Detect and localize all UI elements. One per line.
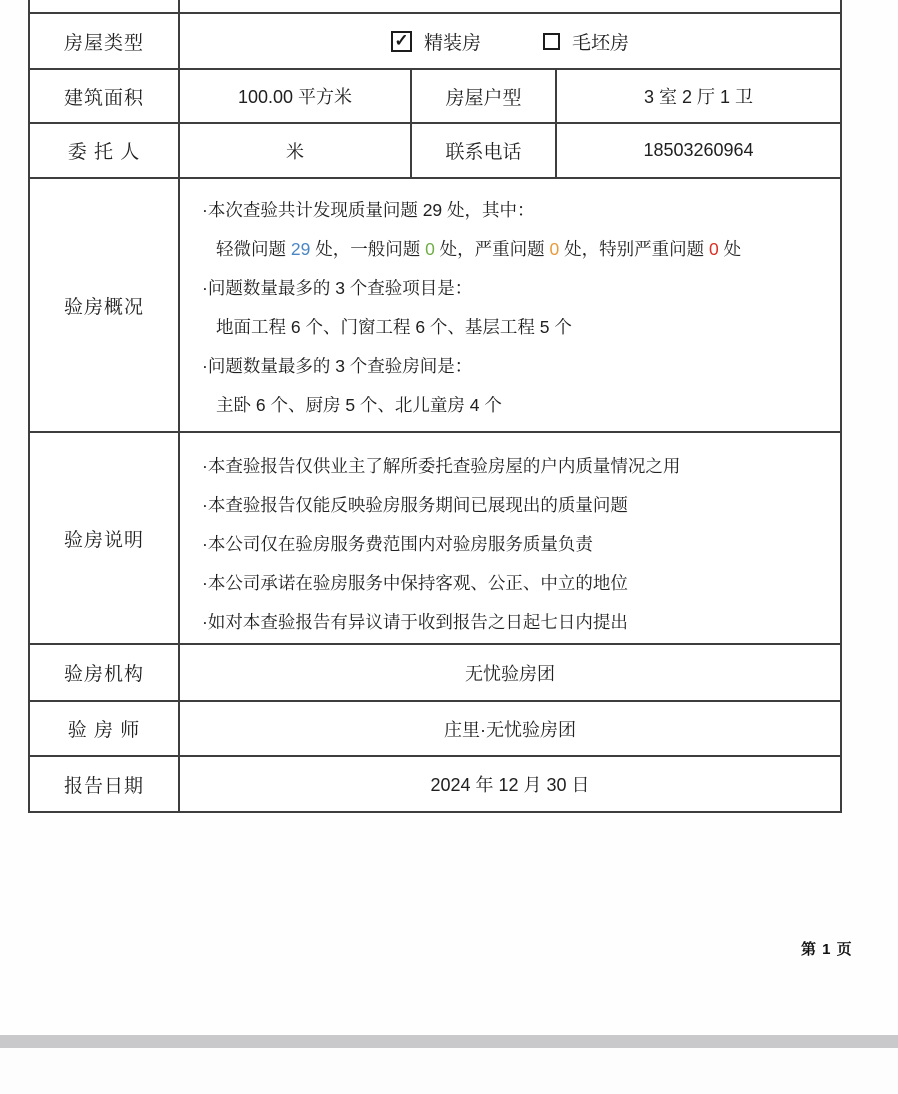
overview-content (180, 179, 840, 431)
page-margin-area (0, 1048, 898, 1094)
unchecked-checkbox-icon (543, 33, 560, 50)
agency-value: 无忧验房团 (465, 663, 555, 684)
notes-line: ·本查验报告仅供业主了解所委托查验房屋的户内质量情况之用 (202, 456, 681, 476)
issue-count-value: 0 (709, 239, 719, 259)
table-row-partial-top (30, 0, 840, 12)
option-fine-decorated-label: 精装房 (423, 32, 481, 54)
text-segment: 主卧 6 个、厨房 5 个、北儿童房 4 个 (216, 395, 502, 415)
checked-checkbox-icon (391, 31, 412, 52)
notes-line: ·本公司仅在验房服务费范围内对验房服务质量负责 (202, 534, 593, 554)
issue-count-value: 29 (290, 239, 311, 259)
overview-line (202, 347, 830, 386)
text-segment: 处，严重问题 (434, 239, 550, 259)
overview-line (202, 191, 830, 230)
unit-layout-label: 房屋户型 (412, 70, 557, 122)
inspector-value: 庄里·无忧验房团 (444, 719, 576, 740)
issue-count-value: 0 (425, 239, 435, 259)
partial-row-label-cell (30, 0, 180, 12)
checkmark-icon: ✓ (394, 31, 409, 50)
table-row-notes (30, 431, 840, 643)
notes-label: 验房说明 (30, 433, 180, 643)
text-segment: ·本次查验共计发现质量问题 29 处，其中： (202, 200, 535, 220)
table-row-agency (30, 643, 840, 700)
notes-line: ·如对本查验报告有异议请于收到报告之日起七日内提出 (202, 612, 628, 632)
partial-row-value-cell (180, 0, 840, 12)
text-segment: 处，一般问题 (310, 239, 426, 259)
report-date-value: 2024 年 12 月 30 日 (430, 775, 590, 795)
notes-content (180, 433, 840, 643)
area-label: 建筑面积 (30, 70, 180, 122)
house-type-label: 房屋类型 (30, 14, 180, 68)
option-rough (543, 28, 629, 55)
phone-label: 联系电话 (412, 124, 557, 177)
table-row-house-type (30, 12, 840, 68)
issue-count-value: 0 (549, 239, 560, 259)
notes-line: ·本查验报告仅能反映验房服务期间已展现出的质量问题 (202, 495, 628, 515)
overview-line-top-projects (202, 308, 830, 347)
text-segment: 轻微问题 (216, 239, 291, 259)
agency-label: 验房机构 (30, 645, 180, 700)
table-row-inspector (30, 700, 840, 755)
client-value: 米 (180, 124, 412, 177)
table-row-area (30, 68, 840, 122)
inspector-label: 验 房 师 (30, 702, 180, 755)
area-value: 100.00 平方米 (180, 70, 412, 122)
notes-line: ·本公司承诺在验房服务中保持客观、公正、中立的地位 (202, 573, 628, 593)
client-label: 委 托 人 (30, 124, 180, 177)
table-row-client (30, 122, 840, 177)
inspection-report-table (28, 0, 842, 813)
table-row-overview (30, 177, 840, 431)
text-segment: ·问题数量最多的 3 个查验房间是： (202, 356, 473, 376)
text-segment: ·问题数量最多的 3 个查验项目是： (202, 278, 473, 298)
option-fine-decorated (391, 28, 481, 55)
option-rough-label: 毛坯房 (572, 32, 630, 54)
report-date-label: 报告日期 (30, 757, 180, 811)
overview-line-issue-counts (202, 230, 830, 269)
text-segment: 地面工程 6 个、门窗工程 6 个、基层工程 5 个 (216, 317, 572, 337)
table-row-report-date (30, 755, 840, 811)
text-segment: 处，特别严重问题 (559, 239, 710, 259)
page-edge-divider (0, 1035, 898, 1048)
phone-value: 18503260964 (643, 140, 754, 160)
page-number: 第 1 页 (801, 941, 853, 958)
overview-line (202, 269, 830, 308)
overview-label: 验房概况 (30, 179, 180, 431)
text-segment: 处 (718, 239, 742, 259)
house-type-options (180, 14, 840, 68)
unit-layout-value: 3 室 2 厅 1 卫 (643, 87, 754, 107)
overview-line-top-rooms (202, 386, 830, 425)
